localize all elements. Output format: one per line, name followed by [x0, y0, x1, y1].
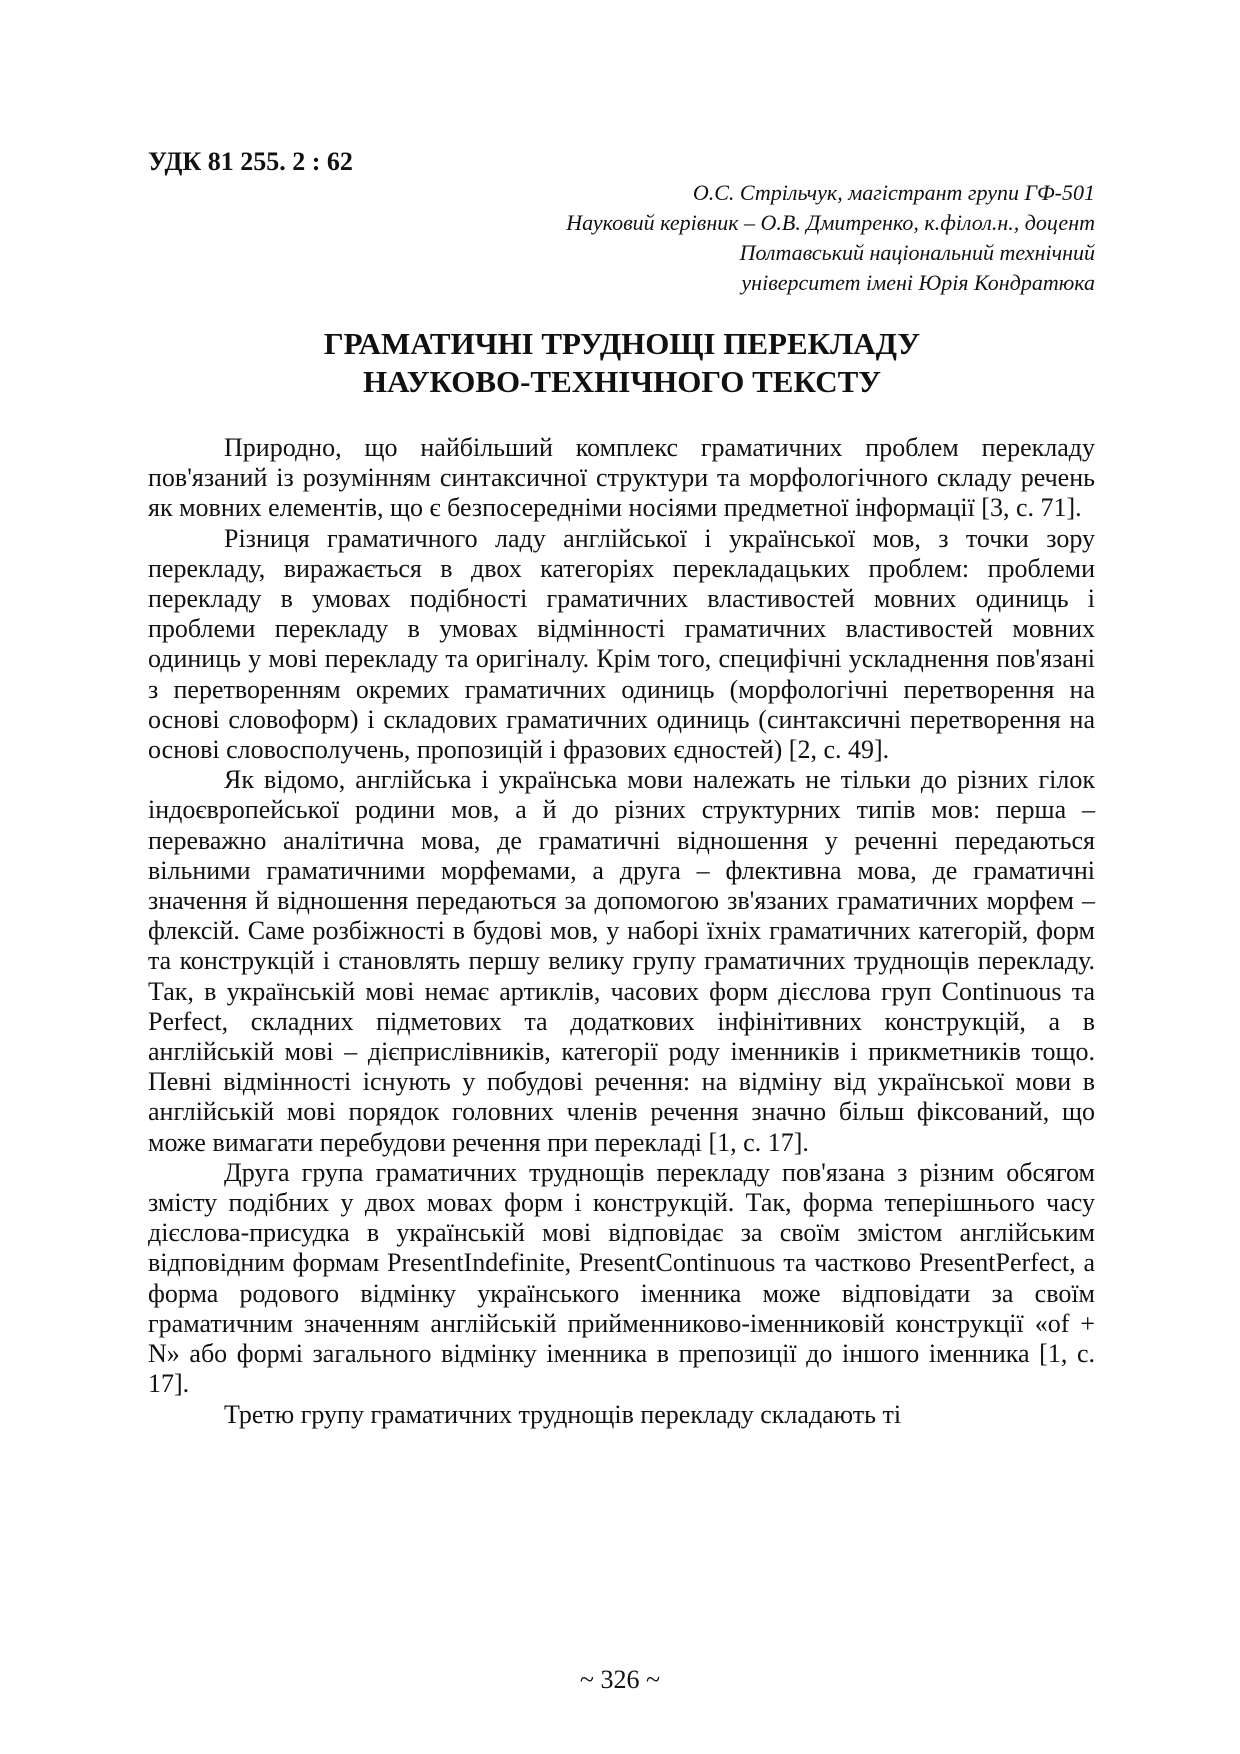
body-paragraph: Різниця граматичного ладу англійської і української мов, з точки зору перекладу, виражається в двох категоріях перекладацьких проблем: проблеми перекладу в умовах подібності граматичних властивостей мовних одиниць і проблеми перекладу в умовах відмінності граматичних властивостей мовних одиниць у мові перекладу та оригіналу. Крім того, специфічні ускладнення пов'язані з перетворенням окремих граматичних одиниць (морфологічні перетворення на основі словоформ) і складових граматичних одиниць (синтаксичні перетворення на основі словосполучень, пропозицій і фразових єдностей) [2, с. 49]. [148, 523, 1095, 765]
body-paragraph: Друга група граматичних труднощів перекладу пов'язана з різним обсягом змісту подібних у двох мовах форм і конструкцій. Так, форма теперішнього часу дієслова-присудка в українській мові відповідає за своїм змістом англійським відповідним формам PresentIndefinite, PresentContinuous та частково PresentPerfect, а форма родового відмінку українського іменника може відповідати за своїм граматичним значенням англійській прийменниково-іменниковій конструкції «of + N» або формі загального відмінку іменника в препозиції до іншого іменника [1, с. 17]. [148, 1157, 1095, 1399]
author-line: О.С. Стрільчук, магістрант групи ГФ-501 [692, 180, 1095, 205]
body-paragraph: Природно, що найбільший комплекс граматичних проблем перекладу пов'язаний із розумінням синтаксичної структури та морфологічного складу речень як мовних елементів, що є безпосередніми носіями предметної інформації [3, с. 71]. [148, 433, 1095, 523]
title-line: НАУКОВО-ТЕХНІЧНОГО ТЕКСТУ [362, 364, 882, 399]
article-body [148, 433, 1095, 1430]
author-block [335, 178, 1095, 298]
udc-code: УДК 81 255. 2 : 62 [148, 147, 353, 176]
body-paragraph: Як відомо, англійська і українська мови належать не тільки до різних гілок індоєвропейської родини мов, а й до різних структурних типів мов: перша – переважно аналітична мова, де граматичні відношення у реченні передаються вільними граматичними морфемами, а друга – флективна мова, де граматичні значення й відношення передаються за допомогою зв'язаних граматичних морфем – флексій. Саме розбіжності в будові мов, у наборі їхніх граматичних категорій, форм та конструкцій і становлять першу велику групу граматичних труднощів перекладу. Так, в українській мові немає артиклів, часових форм дієслова груп Continuous та Perfect, складних підметових та додаткових інфінітивних конструкцій, а в англійській мові – дієприслівників, категорії роду іменників і прикметників тощо. Певні відмінності існують у побудові речення: на відміну від української мови в англійській мові порядок головних членів речення значно більш фіксований, що може вимагати перебудови речення при перекладі [1, с. 17]. [148, 765, 1095, 1157]
affiliation-line: Полтавський національний технічний [739, 240, 1095, 265]
affiliation-line: університет імені Юрія Кондратюка [741, 270, 1095, 295]
title-line: ГРАМАТИЧНІ ТРУДНОЩІ ПЕРЕКЛАДУ [323, 326, 921, 361]
article-title [148, 325, 1096, 401]
page-number: ~ 326 ~ [579, 1665, 661, 1694]
supervisor-line: Науковий керівник – О.В. Дмитренко, к.філол.н., доцент [566, 210, 1095, 235]
body-paragraph: Третю групу граматичних труднощів перекладу складають ті [224, 1399, 902, 1429]
